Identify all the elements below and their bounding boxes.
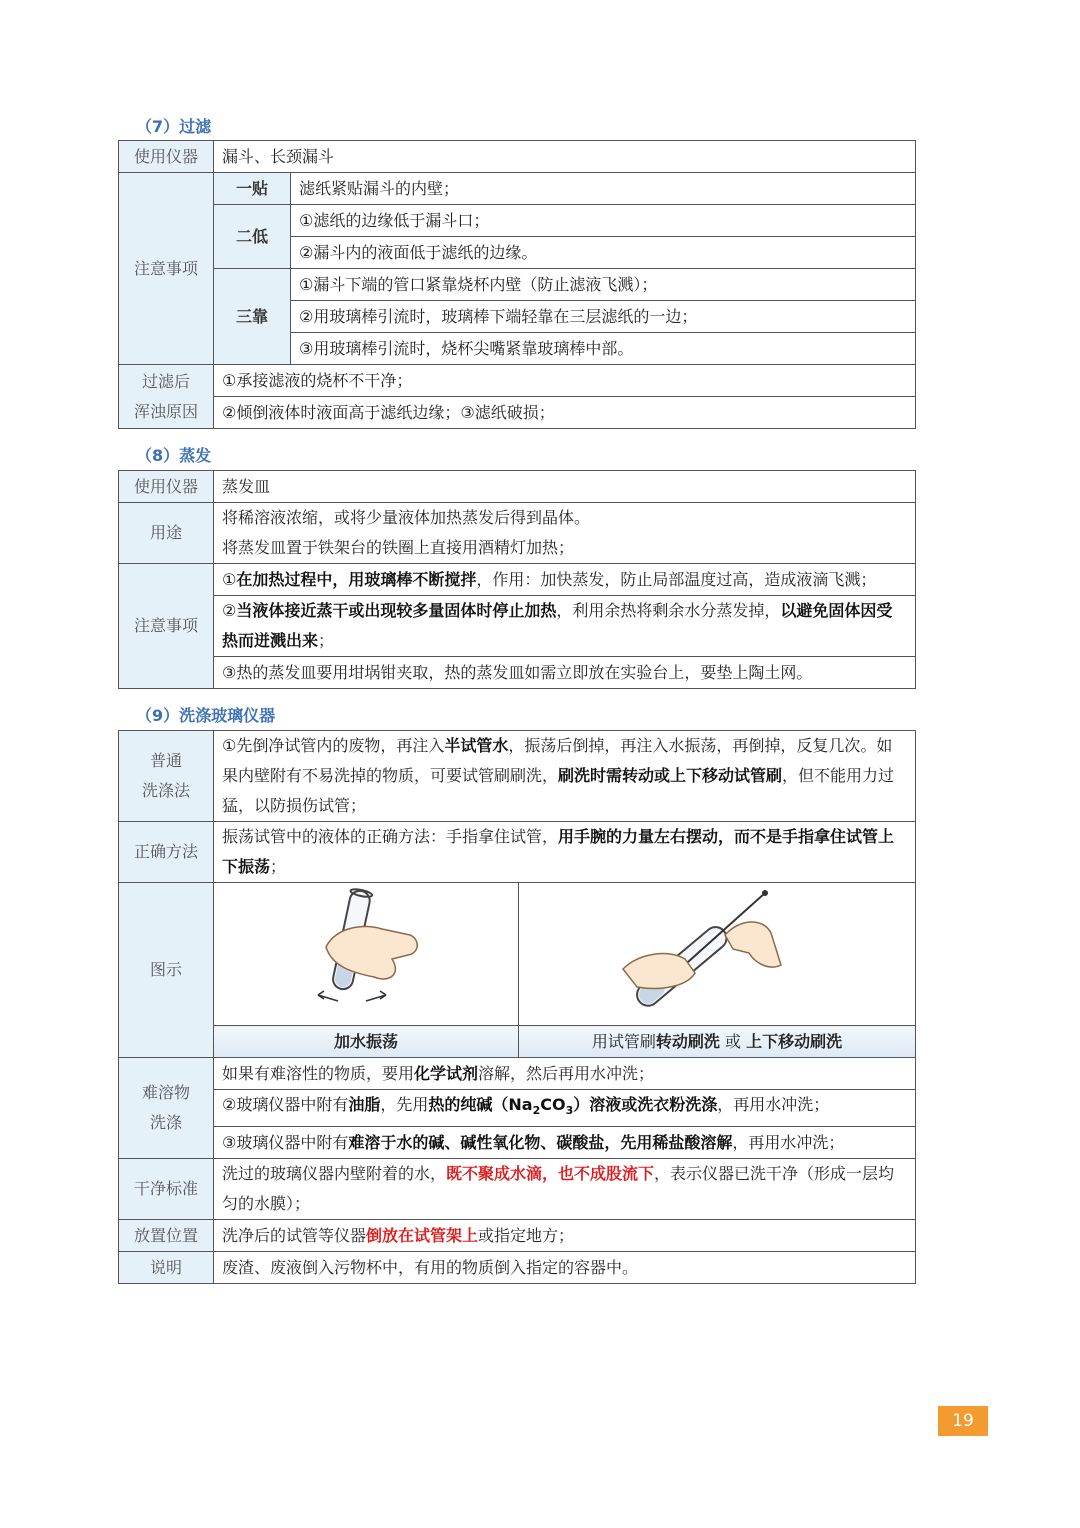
evaporation-table <box>118 470 916 689</box>
erdi-item-1: ①滤纸的边缘低于漏斗口； <box>291 205 916 237</box>
sankao-item-2: ②用玻璃棒引流时，玻璃棒下端轻靠在三层滤纸的一边； <box>291 301 916 333</box>
insoluble-item-1 <box>214 1058 916 1090</box>
text: 如果有难溶性的物质，要用 <box>222 1063 415 1083</box>
text-red: 倒放在试管架上 <box>366 1225 479 1245</box>
text: ，利用余热将剩余水分蒸发掉， <box>556 601 781 620</box>
text: ，振荡后倒掉，再注入水振荡，再倒掉，反复几次。如果内壁附有不易洗掉的物质，可要试管刷刷洗， <box>222 736 893 785</box>
text-bold: CO <box>540 1095 566 1114</box>
text: 溶解，然后再用水冲洗； <box>478 1063 655 1083</box>
text: ，再用水冲洗； <box>732 1132 845 1152</box>
sankao-label: 三靠 <box>214 269 291 365</box>
text: ； <box>318 631 335 650</box>
text: ，表示仪器已洗干净（形成一层均匀的水膜）； <box>222 1164 895 1214</box>
shaking-test-tube-illustration <box>214 883 519 1015</box>
page-number-badge: 19 <box>938 1406 988 1436</box>
washing-table <box>118 730 916 1284</box>
text-bold: 油脂 <box>348 1095 381 1114</box>
placement-label: 放置位置 <box>119 1220 214 1252</box>
notes-label: 注意事项 <box>119 173 214 365</box>
method-label: 正确方法 <box>119 822 214 883</box>
text-red: 既不聚成水滴，也不成股流下 <box>446 1164 655 1184</box>
method-text <box>214 822 916 883</box>
text: 或 <box>719 1031 747 1051</box>
insoluble-item-2 <box>214 1090 916 1127</box>
evap-notes-label: 注意事项 <box>119 564 214 689</box>
evap-note-1 <box>214 564 916 596</box>
text-bold: 用手腕的力量左右摆动，而不是手指拿住试管上下振荡 <box>222 827 895 876</box>
insoluble-item-3 <box>214 1127 916 1159</box>
text: ，但不能用力过猛，以防损伤试管； <box>222 766 895 815</box>
section-title-evaporation: （8）蒸发 <box>136 446 212 465</box>
turbid-item-1: ①承接滤液的烧杯不干净； <box>214 365 916 397</box>
evap-instrument-label: 使用仪器 <box>119 471 214 503</box>
text-bold: 热的纯碱（Na <box>428 1095 533 1114</box>
turbid-label-line1: 过滤后 <box>141 371 190 391</box>
normal-label-line2: 洗涤法 <box>141 781 190 800</box>
text-bold: 化学试剂 <box>414 1063 479 1083</box>
text: ，先用 <box>380 1095 429 1114</box>
note-label: 说明 <box>119 1252 214 1284</box>
text-bold: 转动刷洗 <box>655 1031 720 1051</box>
text-bold: 以避免固体因受热而迸溅出来 <box>222 601 893 650</box>
turbid-label <box>119 365 214 429</box>
clean-standard-text <box>214 1159 916 1220</box>
sankao-item-3: ③用玻璃棒引流时，烧杯尖嘴紧靠玻璃棒中部。 <box>291 333 916 365</box>
sankao-item-1: ①漏斗下端的管口紧靠烧杯内壁（防止滤液飞溅）； <box>291 269 916 301</box>
filtration-table <box>118 140 916 429</box>
figure-label: 图示 <box>119 883 214 1058</box>
subscript: 3 <box>565 1104 574 1118</box>
evap-instrument-value: 蒸发皿 <box>214 471 916 503</box>
text: ① <box>222 569 237 589</box>
insoluble-label-line2: 洗涤 <box>149 1113 182 1133</box>
normal-label-line1: 普通 <box>149 751 182 770</box>
text-bold: 当液体接近蒸干或出现较多量固体时停止加热 <box>236 601 557 620</box>
figure-shaking <box>214 883 519 1026</box>
text-bold: 在加热过程中，用玻璃棒不断搅拌 <box>236 569 477 589</box>
text: ①先倒净试管内的废物，再注入 <box>222 736 445 755</box>
text-bold: 刷洗时需转动或上下移动试管刷 <box>558 766 783 785</box>
evap-use-label: 用途 <box>119 503 214 564</box>
clean-standard-label: 干净标准 <box>119 1159 214 1220</box>
insoluble-label-line1: 难溶物 <box>141 1083 190 1103</box>
yitie-item: 滤纸紧贴漏斗的内壁； <box>291 173 916 205</box>
brushing-test-tube-illustration <box>519 883 915 1015</box>
evap-use-text <box>214 503 916 564</box>
section-title-washing: （9）洗涤玻璃仪器 <box>136 706 276 725</box>
caption-brushing <box>519 1026 916 1058</box>
evap-note-2 <box>214 596 916 657</box>
turbid-item-2: ②倾倒液体时液面高于滤纸边缘；③滤纸破损； <box>214 397 916 429</box>
normal-wash-text <box>214 731 916 822</box>
text: 或指定地方； <box>478 1225 575 1245</box>
figure-brushing <box>519 883 916 1026</box>
section-title-filtration: （7）过滤 <box>136 117 212 136</box>
text: ，再用水冲洗； <box>717 1095 830 1114</box>
normal-wash-label <box>119 731 214 822</box>
placement-text <box>214 1220 916 1252</box>
text: ③玻璃仪器中附有 <box>222 1132 349 1152</box>
text: 洗过的玻璃仪器内壁附着的水， <box>222 1164 447 1184</box>
text: 用试管刷 <box>591 1031 656 1051</box>
text: 洗净后的试管等仪器 <box>222 1225 367 1245</box>
text: ； <box>270 857 287 876</box>
subscript: 2 <box>532 1104 541 1118</box>
instrument-label: 使用仪器 <box>119 141 214 173</box>
text-bold: 难溶于水的碱、碱性氧化物、碳酸盐，先用稀盐酸溶解 <box>348 1132 733 1152</box>
text-bold: 半试管水 <box>444 736 509 755</box>
caption-shaking: 加水振荡 <box>214 1026 519 1058</box>
turbid-label-line2: 浑浊原因 <box>133 401 198 421</box>
erdi-item-2: ②漏斗内的液面低于滤纸的边缘。 <box>291 237 916 269</box>
evap-note-3: ③热的蒸发皿要用坩埚钳夹取，热的蒸发皿如需立即放在实验台上，要垫上陶土网。 <box>214 657 916 689</box>
note-text: 废渣、废液倒入污物杯中，有用的物质倒入指定的容器中。 <box>214 1252 916 1284</box>
text-bold: ）溶液或洗衣粉洗涤 <box>573 1095 718 1114</box>
text: ② <box>222 601 237 620</box>
erdi-label: 二低 <box>214 205 291 269</box>
text-bold: 上下移动刷洗 <box>746 1031 843 1051</box>
insoluble-label <box>119 1058 214 1159</box>
evap-use-line1: 将稀溶液浓缩，或将少量液体加热蒸发后得到晶体。 <box>222 508 591 527</box>
yitie-label: 一贴 <box>214 173 291 205</box>
instrument-value: 漏斗、长颈漏斗 <box>214 141 916 173</box>
text: ，作用：加快蒸发，防止局部温度过高，造成液滴飞溅； <box>476 569 877 589</box>
text: ②玻璃仪器中附有 <box>222 1095 349 1114</box>
text: 振荡试管中的液体的正确方法：手指拿住试管， <box>222 827 559 846</box>
evap-use-line2: 将蒸发皿置于铁架台的铁圈上直接用酒精灯加热； <box>222 538 575 557</box>
